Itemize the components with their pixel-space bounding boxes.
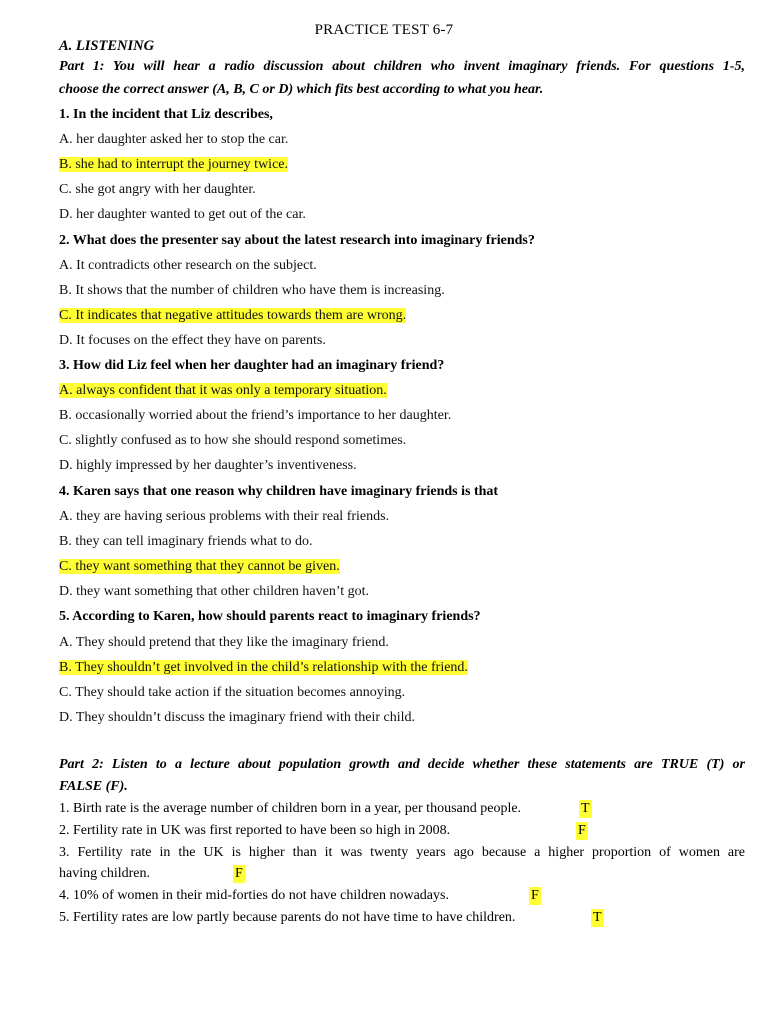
true-false-answer: F — [578, 823, 586, 838]
true-false-answer: T — [593, 910, 602, 925]
part1-instructions-line1: Part 1: You will hear a radio discussion about children who invent imaginary friends. For questions 1-5, — [59, 59, 745, 74]
answer-option: D. her daughter wanted to get out of the car. — [59, 207, 306, 222]
question-stem: 5. According to Karen, how should parents react to imaginary friends? — [59, 609, 481, 624]
answer-option: A. they are having serious problems with their real friends. — [59, 509, 390, 524]
answer-option: C. she got angry with her daughter. — [59, 182, 256, 197]
answer-option: B. occasionally worried about the friend’s importance to her daughter. — [59, 408, 452, 423]
answer-option: D. highly impressed by her daughter’s inventiveness. — [59, 458, 357, 473]
true-false-answer: T — [581, 801, 590, 816]
answer-option: A. They should pretend that they like the imaginary friend. — [59, 635, 389, 650]
statement: 2. Fertility rate in UK was first reported to have been so high in 2008. — [59, 823, 451, 838]
answer-option: D. They shouldn’t discuss the imaginary friend with their child. — [59, 710, 416, 725]
statement: 3. Fertility rate in the UK is higher than it was twenty years ago because a higher proportion of women are — [59, 845, 745, 860]
question-stem: 1. In the incident that Liz describes, — [59, 107, 273, 122]
part2-instructions-line2: FALSE (F). — [59, 779, 128, 794]
answer-option: D. It focuses on the effect they have on parents. — [59, 333, 326, 348]
answer-option-highlighted: B. she had to interrupt the journey twice. — [59, 157, 288, 172]
answer-option: A. It contradicts other research on the subject. — [59, 258, 317, 273]
answer-option: D. they want something that other children haven’t got. — [59, 584, 370, 599]
part1-instructions-line2: choose the correct answer (A, B, C or D) which fits best according to what you hear. — [59, 82, 544, 97]
section-heading: A. LISTENING — [59, 38, 155, 54]
true-false-answer: F — [235, 866, 243, 881]
statement-continuation: having children. — [59, 866, 150, 881]
question-stem: 3. How did Liz feel when her daughter had an imaginary friend? — [59, 358, 445, 373]
statement: 5. Fertility rates are low partly because parents do not have time to have children. — [59, 910, 516, 925]
answer-option: B. they can tell imaginary friends what to do. — [59, 534, 313, 549]
answer-option: A. her daughter asked her to stop the car. — [59, 132, 289, 147]
answer-option: C. slightly confused as to how she should respond sometimes. — [59, 433, 407, 448]
statement: 4. 10% of women in their mid-forties do not have children nowadays. — [59, 888, 449, 903]
question-stem: 2. What does the presenter say about the latest research into imaginary friends? — [59, 233, 535, 248]
part2-instructions-line1: Part 2: Listen to a lecture about population growth and decide whether these statements are TRUE (T) or — [59, 757, 745, 772]
page-title: PRACTICE TEST 6-7 — [314, 22, 454, 38]
answer-option: C. They should take action if the situation becomes annoying. — [59, 685, 406, 700]
answer-option-highlighted: C. It indicates that negative attitudes towards them are wrong. — [59, 308, 407, 323]
question-stem: 4. Karen says that one reason why children have imaginary friends is that — [59, 484, 499, 499]
answer-option-highlighted: B. They shouldn’t get involved in the child’s relationship with the friend. — [59, 660, 468, 675]
answer-option-highlighted: A. always confident that it was only a temporary situation. — [59, 383, 387, 398]
answer-option-highlighted: C. they want something that they cannot be given. — [59, 559, 340, 574]
true-false-answer: F — [531, 888, 539, 903]
statement: 1. Birth rate is the average number of children born in a year, per thousand people. — [59, 801, 522, 816]
answer-option: B. It shows that the number of children who have them is increasing. — [59, 283, 445, 298]
